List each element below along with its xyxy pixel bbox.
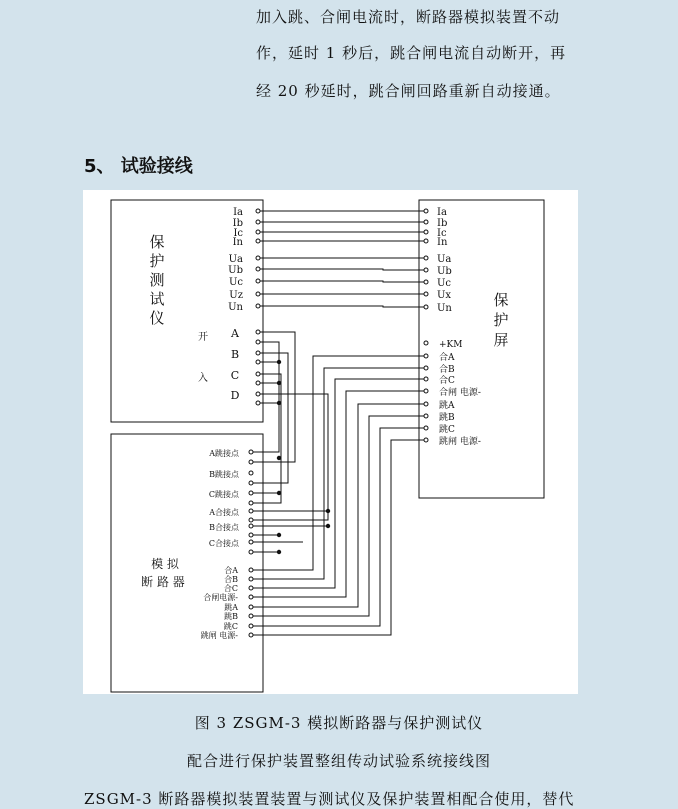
screen-control-label: 合A (439, 353, 455, 363)
terminal (256, 351, 260, 355)
screen-terminal-label: Ib (437, 218, 448, 229)
terminal (249, 605, 253, 609)
terminal (249, 633, 253, 637)
tester-switch-terminal-label: A (231, 327, 239, 340)
wiring-diagram-svg (83, 190, 578, 694)
junction-dot (277, 401, 281, 405)
terminal (256, 304, 260, 308)
breaker-box (111, 434, 263, 692)
breaker-control-label: 跳A (224, 603, 238, 612)
screen-terminal-label: Uc (437, 278, 452, 289)
wiring-diagram (83, 190, 578, 694)
terminal (256, 239, 260, 243)
tester-switch-terminal-label: C (230, 369, 240, 382)
screen-control-label: 合B (439, 365, 455, 375)
breaker-control-label: 跳闸 电源- (200, 631, 238, 640)
paragraph-line-2: 作，延时 1 秒后，跳合闸电流自动断开，再 (256, 44, 567, 62)
breaker-control-label: 合闸电源- (203, 593, 238, 602)
breaker-title: 断 路 器 (141, 575, 185, 589)
terminal (249, 509, 253, 513)
screen-terminal-label: Ux (437, 290, 452, 301)
tester-title-char: 测 (149, 271, 165, 289)
screen-control-label: 跳A (439, 401, 455, 411)
screen-terminal-label: Ub (437, 266, 452, 277)
terminal (424, 280, 428, 284)
tester-terminal-label: Uc (228, 277, 243, 288)
terminal (249, 540, 253, 544)
breaker-control-label: 合B (224, 575, 238, 584)
terminal (249, 533, 253, 537)
screen-control-label: 合C (439, 376, 455, 386)
junction-dot (326, 524, 330, 528)
terminal (256, 267, 260, 271)
terminal (249, 460, 253, 464)
terminal (424, 377, 428, 381)
tester-terminal-label: In (232, 237, 243, 248)
terminal (424, 256, 428, 260)
wire (253, 342, 279, 452)
terminal (256, 292, 260, 296)
terminal (249, 614, 253, 618)
terminal (249, 595, 253, 599)
tester-terminal-label: Uz (229, 290, 243, 301)
terminal (256, 401, 260, 405)
terminal (424, 426, 428, 430)
terminal (424, 230, 428, 234)
tester-switch-terminal-label: D (230, 389, 240, 402)
terminal (249, 624, 253, 628)
terminal (249, 501, 253, 505)
terminal (249, 568, 253, 572)
terminal (424, 341, 428, 345)
terminal (424, 354, 428, 358)
terminal (424, 402, 428, 406)
terminal (256, 381, 260, 385)
terminal (256, 330, 260, 334)
terminal (249, 481, 253, 485)
breaker-contact-label: C跳接点 (208, 490, 239, 499)
tester-switch-label: 开 (198, 332, 208, 343)
terminal (256, 372, 260, 376)
junction-dot (277, 381, 281, 385)
screen-control-label: 合闸 电源- (439, 388, 481, 398)
tester-terminal-label: Ib (232, 218, 243, 229)
junction-dot (326, 509, 330, 513)
screen-title-char: 保 (493, 291, 509, 309)
breaker-title: 模 拟 (151, 557, 179, 571)
screen-title-char: 护 (493, 311, 509, 329)
terminal (256, 256, 260, 260)
terminal (424, 305, 428, 309)
bottom-text-line: ZSGM-3 断路器模拟装置装置与测试仪及保护装置相配合使用，替代 (84, 790, 575, 808)
terminal (249, 450, 253, 454)
screen-title-char: 屏 (493, 331, 509, 349)
junction-dot (277, 550, 281, 554)
terminal (424, 414, 428, 418)
wire (260, 269, 424, 270)
wire (253, 440, 424, 635)
terminal (424, 389, 428, 393)
terminal (249, 471, 253, 475)
screen-terminal-label: Ua (437, 254, 452, 265)
terminal (424, 209, 428, 213)
figure-caption-line-1: 图 3 ZSGM-3 模拟断路器与保护测试仪 (194, 714, 484, 732)
paragraph-line-1: 加入跳、合闸电流时，断路器模拟装置不动 (256, 8, 561, 26)
terminal (249, 491, 253, 495)
tester-terminal-label: Ic (233, 228, 243, 239)
breaker-control-label: 合A (224, 566, 238, 575)
tester-title-char: 试 (149, 290, 165, 308)
terminal (249, 550, 253, 554)
screen-terminal-label: Un (437, 303, 452, 314)
breaker-contact-label: B跳接点 (209, 470, 239, 479)
tester-switch-label: 入 (198, 373, 208, 384)
terminal (256, 279, 260, 283)
breaker-contact-label: A跳接点 (209, 449, 239, 458)
screen-control-label: +KM (439, 340, 463, 350)
breaker-contact-label: C合接点 (208, 539, 239, 548)
junction-dot (277, 491, 281, 495)
terminal (256, 209, 260, 213)
screen-terminal-label: Ic (437, 228, 447, 239)
section-heading: 5、 试验接线 (84, 156, 193, 177)
terminal (256, 392, 260, 396)
breaker-contact-label: A合接点 (209, 508, 239, 517)
screen-control-label: 跳B (439, 413, 455, 423)
breaker-contact-label: B合接点 (209, 523, 239, 532)
tester-switch-terminal-label: B (230, 348, 240, 361)
terminal (424, 292, 428, 296)
tester-terminal-label: Ub (228, 265, 243, 276)
tester-title-char: 保 (149, 233, 165, 251)
terminal (249, 586, 253, 590)
terminal (424, 220, 428, 224)
figure-caption-line-2: 配合进行保护装置整组传动试验系统接线图 (186, 752, 491, 770)
tester-title-char: 仪 (149, 309, 165, 327)
terminal (249, 577, 253, 581)
tester-title-char: 护 (149, 252, 165, 270)
screen-terminal-label: In (437, 237, 448, 248)
paragraph-line-3: 经 20 秒延时，跳合闸回路重新自动接通。 (256, 82, 561, 100)
terminal (424, 366, 428, 370)
tester-terminal-label: Un (228, 302, 243, 313)
junction-dot (277, 456, 281, 460)
terminal (249, 524, 253, 528)
junction-dot (277, 360, 281, 364)
terminal (424, 438, 428, 442)
screen-control-label: 跳闸 电源- (439, 437, 481, 447)
terminal (256, 360, 260, 364)
junction-dot (277, 533, 281, 537)
breaker-control-label: 跳C (223, 622, 238, 631)
terminal (256, 230, 260, 234)
wire (253, 394, 328, 520)
screen-terminal-label: Ia (437, 207, 447, 218)
wire (260, 281, 424, 282)
breaker-control-label: 跳B (224, 612, 238, 621)
screen-control-label: 跳C (439, 425, 455, 435)
terminal (249, 518, 253, 522)
tester-terminal-label: Ua (228, 254, 243, 265)
terminal (256, 220, 260, 224)
tester-terminal-label: Ia (233, 207, 243, 218)
terminal (424, 239, 428, 243)
wire (260, 306, 424, 307)
terminal (256, 340, 260, 344)
terminal (424, 268, 428, 272)
breaker-control-label: 合C (223, 584, 238, 593)
